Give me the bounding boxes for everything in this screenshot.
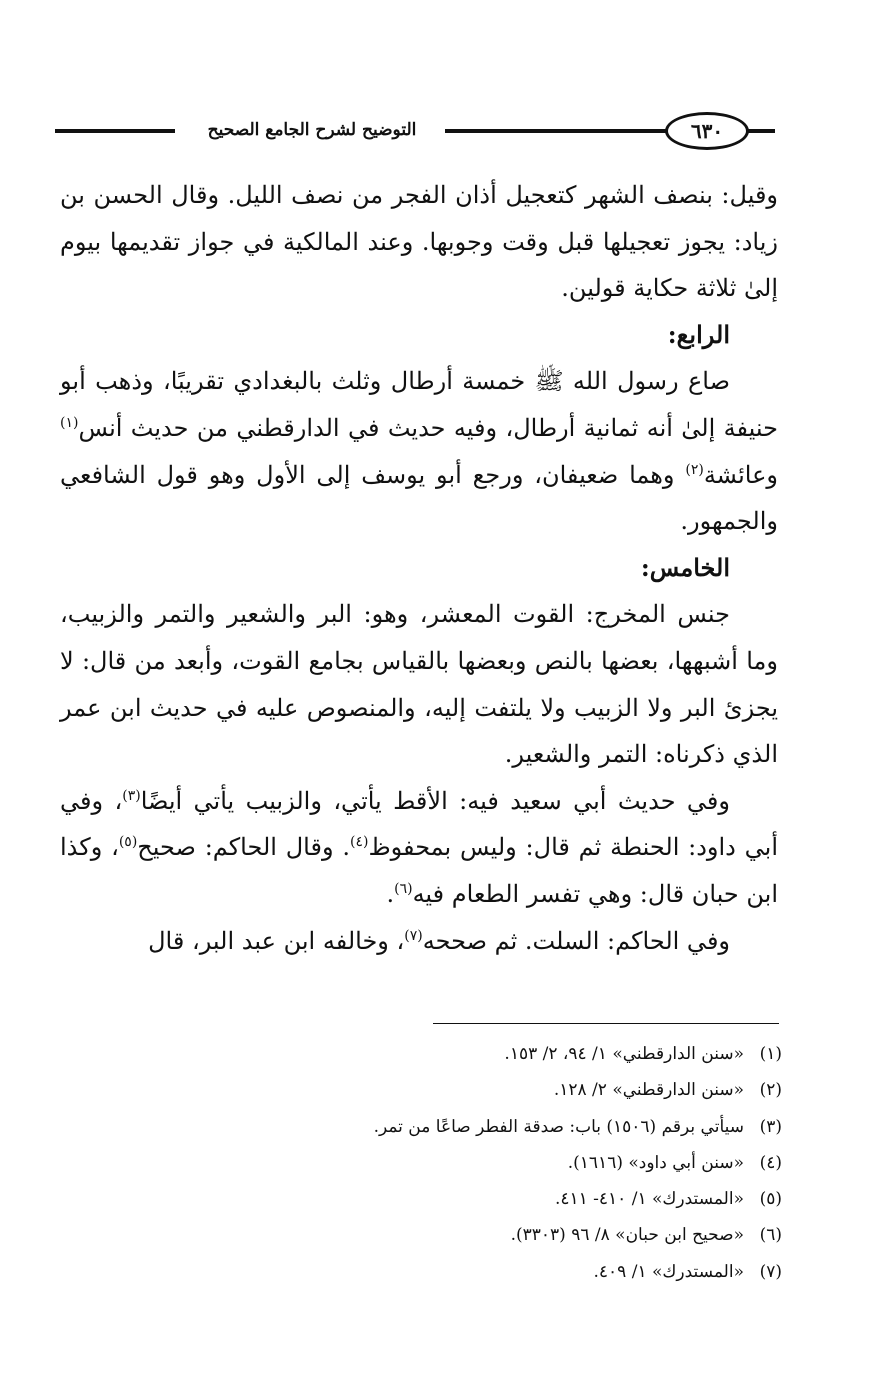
footnote-number: (٧) <box>759 1261 782 1282</box>
header-rule-left <box>55 129 175 133</box>
footnote-item <box>60 1072 782 1108</box>
footnote-ref-6[interactable]: (٦) <box>394 880 413 897</box>
footnote-text: سيأتي برقم (١٥٠٦) باب: صدقة الفطر صاعًا من تمر. <box>373 1116 744 1137</box>
footnote-text: «سنن أبي داود» (١٦١٦). <box>567 1152 744 1173</box>
heading-fourth: الرابع: <box>667 319 730 349</box>
footnote-item <box>60 1109 782 1145</box>
paragraph-5: وفي الحاكم: السلت. ثم صححه$^{(٧)}$، وخالفه ابن عبد البر، قال <box>148 926 730 955</box>
footnote-item <box>60 1036 782 1072</box>
paragraph-2: صاع رسول الله ﷺ خمسة أرطال وثلث بالبغدادي تقريبًا، وذهب أبو حنيفة إلىٰ أنه ثمانية أرطال، وفيه حديث في الدارقطني من حديث أنس$^{(١)}$ وعائشة$^{(٢)}$ وهما ضعيفان، ورجع أبو يوسف إلى الأول وهو قول الشافعي والجمهور. <box>60 367 778 536</box>
footnote-item <box>60 1145 782 1181</box>
footnote-ref-4[interactable]: (٤) <box>349 834 369 851</box>
footnote-number: (١) <box>759 1044 782 1064</box>
footnote-text: «المستدرك» ١/ ٤٠٩. <box>593 1261 744 1282</box>
footnote-number: (٦) <box>759 1225 782 1246</box>
book-title: التوضيح لشرح الجامع الصحيح <box>207 120 417 140</box>
header-rule-right <box>747 129 775 133</box>
running-header <box>55 100 775 164</box>
footnotes <box>60 1036 782 1290</box>
main-text <box>60 172 778 964</box>
page-number: ٦٣٠ <box>665 112 749 150</box>
paragraph-3: جنس المخرج: القوت المعشر، وهو: البر والشعير والتمر والزبيب، وما أشبهها، بعضها بالنص وبعضها بالقياس بجامع القوت، وأبعد من قال: لا يجزئ البر ولا الزبيب ولا يلتفت إليه، والمنصوص عليه في حديث ابن عمر الذي ذكرناه: التمر والشعير. <box>60 600 778 769</box>
footnote-ref-2[interactable]: (٢) <box>685 461 704 478</box>
header-rule-middle <box>445 129 667 133</box>
footnote-number: (٤) <box>759 1152 782 1173</box>
footnote-item <box>60 1217 782 1253</box>
paragraph-1: وقيل: بنصف الشهر كتعجيل أذان الفجر من نصف الليل. وقال الحسن بن زياد: يجوز تعجيلها قبل وقت وجوبها. وعند المالكية في جواز تقديمها بيوم إلىٰ ثلاثة حكاية قولين. <box>60 181 779 303</box>
footnote-text: «صحيح ابن حبان» ٨/ ٩٦ (٣٣٠٣). <box>510 1225 744 1246</box>
heading-fifth: الخامس: <box>640 552 730 582</box>
footnote-text: «المستدرك» ١/ ٤١٠- ٤١١. <box>554 1189 744 1210</box>
footnote-item <box>60 1181 782 1217</box>
footnote-item <box>60 1254 782 1290</box>
footnote-number: (٣) <box>759 1116 782 1137</box>
footnote-number: (٢) <box>759 1080 782 1101</box>
paragraph-4: وفي حديث أبي سعيد فيه: الأقط يأتي، والزبيب يأتي أيضًا$^{(٣)}$، وفي أبي داود: الحنطة ثم قال: وليس بمحفوظ$^{(٤)}$. وقال الحاكم: صحيح$^{(٥)}$، وكذا ابن حبان قال: وهي تفسر الطعام فيه$^{(٦)}$. <box>60 786 779 908</box>
footnote-text: «سنن الدارقطني» ٢/ ١٢٨. <box>553 1080 744 1101</box>
footnote-ref-7[interactable]: (٧) <box>404 927 423 944</box>
footnote-ref-5[interactable]: (٥) <box>118 834 138 851</box>
footnote-separator <box>433 1023 779 1024</box>
footnote-ref-1[interactable]: (١) <box>60 414 79 431</box>
footnote-text: «سنن الدارقطني» ١/ ٩٤، ٢/ ١٥٣. <box>504 1044 744 1064</box>
footnote-number: (٥) <box>759 1189 782 1210</box>
footnote-ref-3[interactable]: (٣) <box>122 787 141 804</box>
